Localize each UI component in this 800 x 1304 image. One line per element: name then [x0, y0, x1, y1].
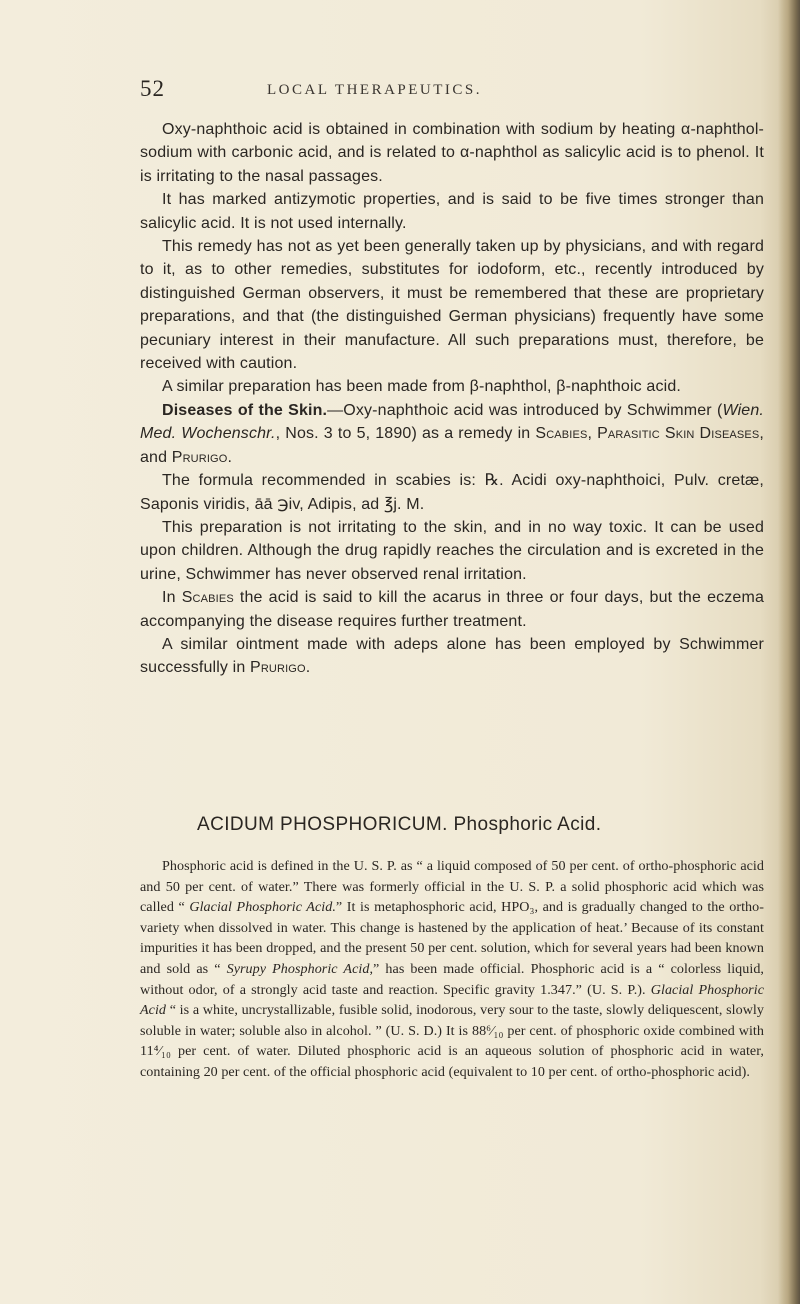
- diseases-end: .: [227, 448, 233, 466]
- section-title: ACIDUM PHOSPHORICUM. Phosphoric Acid.: [197, 814, 602, 835]
- term-prurigo-2: Prurigo: [250, 659, 306, 677]
- glacial-term: Glacial Phosphoric Acid.: [189, 899, 336, 916]
- phosphoric-acid-paragraph: [140, 856, 764, 1083]
- diseases-sep-1: ,: [587, 425, 598, 443]
- phos-s4: “ is a white, uncrystallizable, fusible solid, inodorous, very sour to the taste, slowly deliquescent, slowly soluble in water; soluble also in alcohol. ” (U. S. D.) It is 88⁶⁄₁₀ per cent. of phosphoric oxide combined with 11⁴⁄₁₀ per cent. of water. Diluted phosphoric acid is an aqueous solution of phosphoric acid in water, containing 20 per cent. of the official phosphoric acid (equivalent to 10 per cent. of ortho-phosphoric acid).: [140, 1002, 764, 1080]
- glacial-term-2: Glacial Phosphoric Acid: [140, 981, 764, 1019]
- paragraph-caution: This remedy has not as yet been generally taken up by physicians, and with regard to it, as to other remedies, substitutes for iodoform, etc., recently introduced by distinguished German observers, it must be remembered that these are proprietary preparations, and that (the distinguished German physicians) frequently have some pecuniary interest in their manufacture. All such preparations must, therefore, be received with caution.: [140, 238, 764, 373]
- citation: Wien. Med. Wochenschr.: [140, 401, 764, 443]
- term-scabies: Scabies: [535, 425, 588, 443]
- paragraph-prurigo: [140, 633, 764, 680]
- scabies-rest: the acid is said to kill the acarus in three or four days, but the eczema accompanying the disease requires further treatment.: [140, 589, 764, 630]
- scabies-in: In: [162, 589, 182, 607]
- prurigo-text: A similar ointment made with adeps alone has been employed by Schwimmer successfully in: [140, 635, 764, 677]
- paragraph-scabies: [140, 586, 764, 633]
- diseases-sep-2: , and: [140, 425, 764, 466]
- paragraph-diseases-skin: [140, 399, 764, 469]
- phos-s1: Phosphoric acid is defined in the U. S. P. as “ a liquid composed of 50 per cent. of ortho-phosphoric acid and 50 per cent. of water.” There was formerly official in the U. S. P. a solid phosphoric acid which was called “: [140, 858, 764, 916]
- phos-s2: ” It is metaphosphoric acid, HPO₃, and is gradually changed to the ortho-variety when dissolved in water. This change is hastened by the application of heat.’ Because of its constant impurities it has been dropped, and the present 50 per cent. solution, which for several years had been known and sold as “: [140, 899, 764, 977]
- paragraph-formula: The formula recommended in scabies is: ℞. Acidi oxy-naphthoici, Pulv. cretæ, Saponis viridis, āā ℈iv, Adipis, ad ℥j. M.: [140, 472, 764, 513]
- prurigo-end: .: [305, 659, 311, 677]
- acidum-phosphoricum-section: [140, 814, 764, 1083]
- page-number: 52: [140, 76, 165, 101]
- page-edge-shadow: [778, 0, 800, 1304]
- running-head: LOCAL THERAPEUTICS.: [267, 82, 483, 98]
- diseases-heading: Diseases of the Skin.: [162, 401, 328, 419]
- diseases-text-b: , Nos. 3 to 5, 1890) as a remedy in: [275, 425, 536, 443]
- term-scabies-2: Scabies: [181, 589, 234, 607]
- term-parasitic: Parasitic Skin Diseases: [597, 425, 760, 443]
- paragraph-antizymotic: It has marked antizymotic properties, and is said to be five times stronger than salicylic acid. It is not used internally.: [140, 191, 764, 232]
- main-text: [140, 118, 764, 680]
- paragraph-not-irritating: This preparation is not irritating to the skin, and in no way toxic. It can be used upon children. Although the drug rapidly reaches the circulation and is excreted in the urine, Schwimmer has never observed renal irritation.: [140, 518, 764, 583]
- diseases-text-a: —Oxy-naphthoic acid was introduced by Schwimmer (: [327, 401, 723, 419]
- phos-s3: ,” has been made official. Phosphoric acid is a “ colorless liquid, without odor, of a strongly acid taste and reaction. Specific gravity 1.347.” (U. S. P.).: [140, 960, 765, 998]
- term-prurigo: Prurigo: [171, 448, 228, 466]
- page-header: [140, 76, 740, 116]
- paragraph-oxy-naphthoic: Oxy-naphthoic acid is obtained in combination with sodium by heating α-naphthol-sodium with carbonic acid, and is related to α-naphthol as salicylic acid is to phenol. It is irritating to the nasal passages.: [140, 121, 764, 185]
- syrupy-term: Syrupy Phosphoric Acid: [226, 960, 370, 977]
- paragraph-beta-naphthol: A similar preparation has been made from β-naphthol, β-naphthoic acid.: [162, 378, 681, 396]
